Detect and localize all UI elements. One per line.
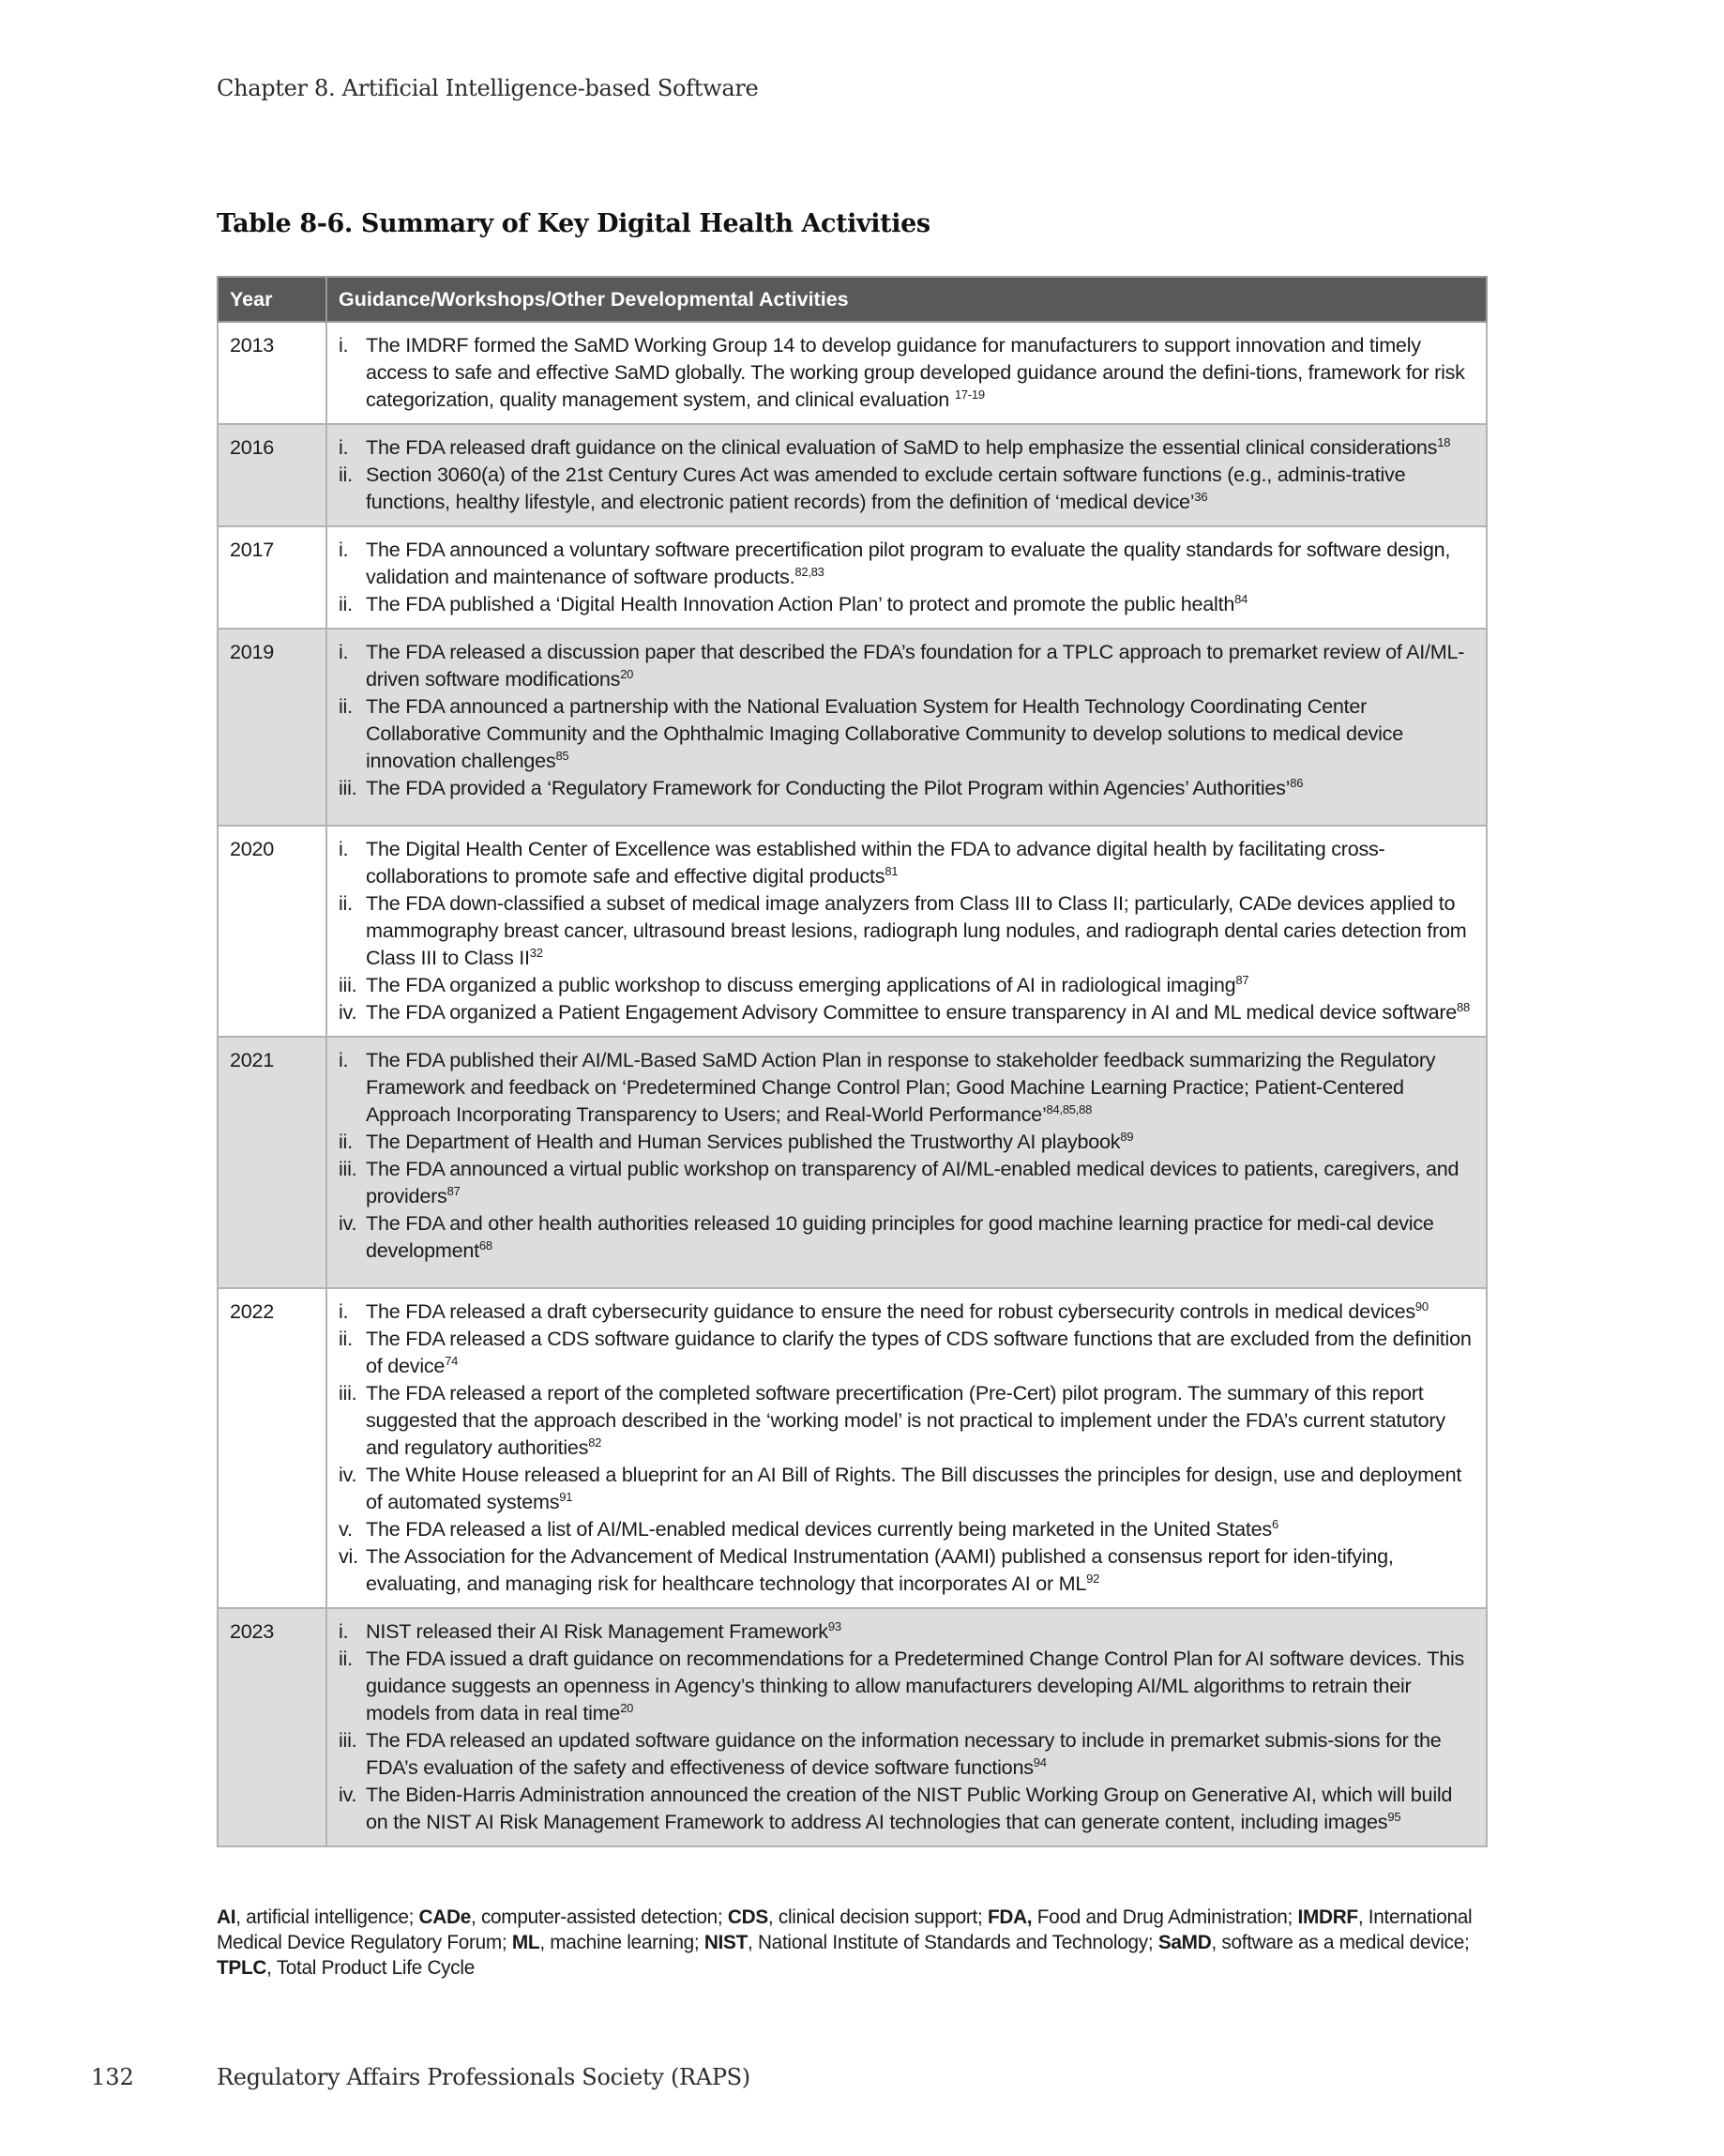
activity-item (339, 1726, 1474, 1781)
item-text: The FDA released an updated software guidance on the information necessary to include in premarket submis-sions for the FDA’s evaluation of the safety and effectiveness of device software functions (366, 1728, 1442, 1779)
reference-superscript: 84 (1234, 592, 1248, 606)
page-number: 132 (91, 2064, 134, 2090)
item-text: The FDA released draft guidance on the clinical evaluation of SaMD to help emphasize the essential clinical considerations (366, 435, 1438, 459)
year-cell: 2016 (218, 424, 326, 526)
item-text: The FDA provided a ‘Regulatory Framework for Conducting the Pilot Program within Agencies’ Authorities’ (366, 776, 1291, 799)
activities-cell (326, 1037, 1487, 1288)
item-text: The FDA and other health authorities released 10 guiding principles for good machine learning practice for medi-cal device development (366, 1211, 1434, 1262)
activity-item (339, 331, 1474, 413)
reference-superscript: 93 (827, 1619, 841, 1633)
abbreviation-definition: , clinical decision support; (767, 1906, 988, 1928)
activity-item (339, 638, 1474, 692)
reference-superscript: 68 (478, 1238, 492, 1253)
reference-superscript: 82 (588, 1435, 602, 1450)
table-row (218, 1037, 1487, 1288)
item-numeral: ii. (339, 1647, 353, 1670)
item-numeral: ii. (339, 891, 353, 915)
activities-cell (326, 826, 1487, 1037)
activity-list (339, 1298, 1474, 1597)
reference-superscript: 88 (1457, 1000, 1470, 1014)
activity-item (339, 1542, 1474, 1597)
reference-superscript: 85 (555, 749, 569, 763)
item-text: The FDA published their AI/ML-Based SaMD Action Plan in response to stakeholder feedback summarizing the Regulatory Framework and feedback on ‘Predetermined Change Control Plan; Good Machine Learning Practice; Patient-Centered Approach Incorporating Transparency to Users; and Real-World Performance’ (366, 1048, 1436, 1126)
reference-superscript: 36 (1194, 490, 1208, 504)
activity-item (339, 774, 1474, 801)
reference-superscript: 20 (620, 667, 634, 681)
year-cell: 2020 (218, 826, 326, 1037)
item-numeral: ii. (339, 463, 353, 486)
activity-item (339, 536, 1474, 590)
activity-list (339, 638, 1474, 801)
item-numeral: i. (339, 1299, 349, 1323)
item-numeral: ii. (339, 592, 353, 615)
year-cell: 2013 (218, 322, 326, 424)
item-text: The FDA announced a voluntary software precertification pilot program to evaluate the quality standards for software design, validation and maintenance of software products. (366, 538, 1451, 588)
abbreviation-definition: , machine learning; (539, 1932, 704, 1953)
activity-item (339, 1155, 1474, 1209)
item-numeral: vi. (339, 1544, 358, 1568)
running-head: Chapter 8. Artificial Intelligence-based Software (217, 75, 759, 101)
reference-superscript: 74 (445, 1354, 459, 1368)
item-text: The FDA released a list of AI/ML-enabled medical devices currently being marketed in the United States (366, 1517, 1272, 1541)
item-numeral: i. (339, 837, 349, 860)
activities-cell (326, 322, 1487, 424)
table-row (218, 629, 1487, 826)
reference-superscript: 84,85,88 (1046, 1102, 1093, 1116)
reference-superscript: 91 (559, 1490, 573, 1504)
table-header-row (218, 277, 1487, 322)
activity-item (339, 1298, 1474, 1325)
item-numeral: i. (339, 333, 349, 357)
item-numeral: ii. (339, 694, 353, 718)
item-text: The White House released a blueprint for an AI Bill of Rights. The Bill discusses the principles for design, use and deployment of automated systems (366, 1463, 1462, 1513)
abbreviation-definition: , software as a medical device; (1211, 1932, 1470, 1953)
reference-superscript: 89 (1120, 1130, 1134, 1144)
activity-item (339, 889, 1474, 971)
column-header-year: Year (218, 277, 326, 322)
abbreviation-term: CDS (727, 1906, 768, 1928)
item-numeral: i. (339, 1048, 349, 1071)
abbreviation-term: SaMD (1157, 1932, 1212, 1953)
reference-superscript: 6 (1271, 1517, 1278, 1531)
activity-item (339, 590, 1474, 617)
activity-item (339, 1617, 1474, 1645)
item-text: The FDA announced a virtual public workshop on transparency of AI/ML-enabled medical devices to patients, caregivers, and providers (366, 1157, 1459, 1207)
year-cell: 2017 (218, 526, 326, 629)
digital-health-activities-table (217, 276, 1488, 1847)
reference-superscript: 18 (1437, 435, 1451, 449)
item-text: The FDA announced a partnership with the National Evaluation System for Health Technology Coordinating Center Collaborative Community and the Ophthalmic Imaging Collaborative Community to develop solutions to medical device innovation challenges (366, 694, 1403, 772)
abbreviation-definition: Food and Drug Administration; (1032, 1906, 1298, 1928)
activities-cell (326, 1288, 1487, 1608)
item-text: The FDA released a report of the completed software precertification (Pre-Cert) pilot program. The summary of this report suggested that the approach described in the ‘working model’ is not practical to implement under the FDA’s current statutory and regulatory authorities (366, 1381, 1445, 1459)
abbreviation-definition: , computer-assisted detection; (470, 1906, 728, 1928)
item-numeral: v. (339, 1517, 353, 1541)
item-numeral: i. (339, 538, 349, 561)
activity-list (339, 536, 1474, 617)
reference-superscript: 20 (620, 1701, 634, 1715)
activity-item (339, 835, 1474, 889)
item-numeral: iii. (339, 973, 357, 996)
reference-superscript: 81 (885, 864, 899, 878)
year-cell: 2021 (218, 1037, 326, 1288)
reference-superscript: 87 (1235, 973, 1249, 987)
abbreviation-definition: , artificial intelligence; (235, 1906, 419, 1928)
table-row (218, 1608, 1487, 1846)
activity-list (339, 331, 1474, 413)
reference-superscript: 95 (1387, 1810, 1401, 1824)
reference-superscript: 82,83 (794, 565, 824, 579)
item-text: The Digital Health Center of Excellence was established within the FDA to advance digital health by facilitating cross-collaborations to promote safe and effective digital products (366, 837, 1385, 888)
reference-superscript: 32 (529, 946, 543, 960)
abbreviation-term: IMDRF (1297, 1906, 1358, 1928)
item-numeral: iii. (339, 1728, 357, 1752)
item-text: The FDA published a ‘Digital Health Innovation Action Plan’ to protect and promote the public health (366, 592, 1235, 615)
column-header-activities: Guidance/Workshops/Other Developmental Activities (326, 277, 1487, 322)
activities-cell (326, 1608, 1487, 1846)
item-text: The FDA issued a draft guidance on recommendations for a Predetermined Change Control Plan for AI software devices. This guidance suggests an openness in Agency’s thinking to allow manufacturers developing AI/ML algorithms to retrain their models from data in real time (366, 1647, 1465, 1724)
activity-item (339, 1645, 1474, 1726)
item-numeral: iii. (339, 1157, 357, 1180)
activity-item (339, 1379, 1474, 1461)
activity-list (339, 1617, 1474, 1835)
year-cell: 2023 (218, 1608, 326, 1846)
item-numeral: ii. (339, 1130, 353, 1153)
item-numeral: i. (339, 1619, 349, 1643)
item-text: The FDA released a discussion paper that described the FDA’s foundation for a TPLC approach to premarket review of AI/ML-driven software modifications (366, 640, 1465, 691)
item-numeral: ii. (339, 1327, 353, 1350)
activity-item (339, 1515, 1474, 1542)
abbreviation-term: TPLC (217, 1957, 267, 1979)
table-row (218, 526, 1487, 629)
item-text: The IMDRF formed the SaMD Working Group 14 to develop guidance for manufacturers to support innovation and timely access to safe and effective SaMD globally. The working group developed guidance around the defini-tions, framework for risk categorization, quality management system, and clinical evaluation (366, 333, 1465, 411)
item-text: The Association for the Advancement of Medical Instrumentation (AAMI) published a consensus report for iden-tifying, evaluating, and managing risk for healthcare technology that incorporates AI or ML (366, 1544, 1394, 1595)
item-text: The FDA released a draft cybersecurity guidance to ensure the need for robust cybersecurity controls in medical devices (366, 1299, 1415, 1323)
year-cell: 2019 (218, 629, 326, 826)
activity-item (339, 461, 1474, 515)
item-numeral: i. (339, 435, 349, 459)
reference-superscript: 87 (446, 1184, 461, 1198)
item-text: The FDA organized a Patient Engagement Advisory Committee to ensure transparency in AI and ML medical device software (366, 1000, 1458, 1024)
abbreviation-term: FDA, (987, 1906, 1033, 1928)
abbreviation-definition: , International Medical Device Regulatory Forum; (217, 1906, 1473, 1953)
activities-cell (326, 526, 1487, 629)
abbreviation-definition: , Total Product Life Cycle (266, 1957, 475, 1979)
abbreviation-definition: , National Institute of Standards and Technology; (748, 1932, 1158, 1953)
item-text: The Department of Health and Human Services published the Trustworthy AI playbook (366, 1130, 1121, 1153)
activity-item (339, 1461, 1474, 1515)
activity-item (339, 998, 1474, 1025)
activity-item (339, 971, 1474, 998)
activity-item (339, 1209, 1474, 1264)
reference-superscript: 86 (1290, 776, 1304, 790)
item-text: Section 3060(a) of the 21st Century Cures Act was amended to exclude certain software functions (e.g., adminis-trative functions, healthy lifestyle, and electronic patient records) from the definition of ‘medical device’ (366, 463, 1406, 513)
abbreviations-note (217, 1905, 1502, 1981)
table-row (218, 424, 1487, 526)
year-cell: 2022 (218, 1288, 326, 1608)
reference-superscript: 92 (1086, 1571, 1100, 1586)
item-numeral: iv. (339, 1000, 357, 1024)
reference-superscript: 17-19 (954, 387, 985, 402)
activity-item (339, 433, 1474, 461)
reference-superscript: 94 (1033, 1755, 1047, 1769)
item-text: The FDA organized a public workshop to discuss emerging applications of AI in radiological imaging (366, 973, 1236, 996)
item-text: The FDA released a CDS software guidance to clarify the types of CDS software functions that are excluded from the definition of device (366, 1327, 1472, 1377)
activities-cell (326, 424, 1487, 526)
item-text: NIST released their AI Risk Management Framework (366, 1619, 828, 1643)
activity-item (339, 1781, 1474, 1835)
item-numeral: iii. (339, 1381, 357, 1404)
reference-superscript: 90 (1414, 1299, 1429, 1313)
table-row (218, 322, 1487, 424)
activity-item (339, 1325, 1474, 1379)
table-title: Table 8-6. Summary of Key Digital Health Activities (217, 209, 930, 238)
activities-cell (326, 629, 1487, 826)
abbreviation-term: AI (217, 1906, 236, 1928)
activity-item (339, 1128, 1474, 1155)
item-numeral: i. (339, 640, 349, 663)
item-text: The FDA down-classified a subset of medical image analyzers from Class III to Class II; particularly, CADe devices applied to mammography breast cancer, ultrasound breast lesions, radiograph lung nodules, and radiograph dental caries detection from Class III to Class II (366, 891, 1467, 969)
activity-item (339, 692, 1474, 774)
item-text: The Biden-Harris Administration announced the creation of the NIST Public Working Group on Generative AI, which will build on the NIST AI Risk Management Framework to address AI technologies that can generate content, including images (366, 1783, 1453, 1833)
abbreviation-term: CADe (418, 1906, 471, 1928)
table-row (218, 826, 1487, 1037)
item-numeral: iv. (339, 1463, 357, 1486)
item-numeral: iii. (339, 776, 357, 799)
activity-list (339, 1046, 1474, 1264)
abbreviation-term: ML (511, 1932, 540, 1953)
item-numeral: iv. (339, 1783, 357, 1806)
table-row (218, 1288, 1487, 1608)
item-numeral: iv. (339, 1211, 357, 1235)
abbreviation-term: NIST (703, 1932, 748, 1953)
activity-list (339, 433, 1474, 515)
activity-item (339, 1046, 1474, 1128)
activity-list (339, 835, 1474, 1025)
footer-publisher: Regulatory Affairs Professionals Society (RAPS) (217, 2064, 750, 2090)
